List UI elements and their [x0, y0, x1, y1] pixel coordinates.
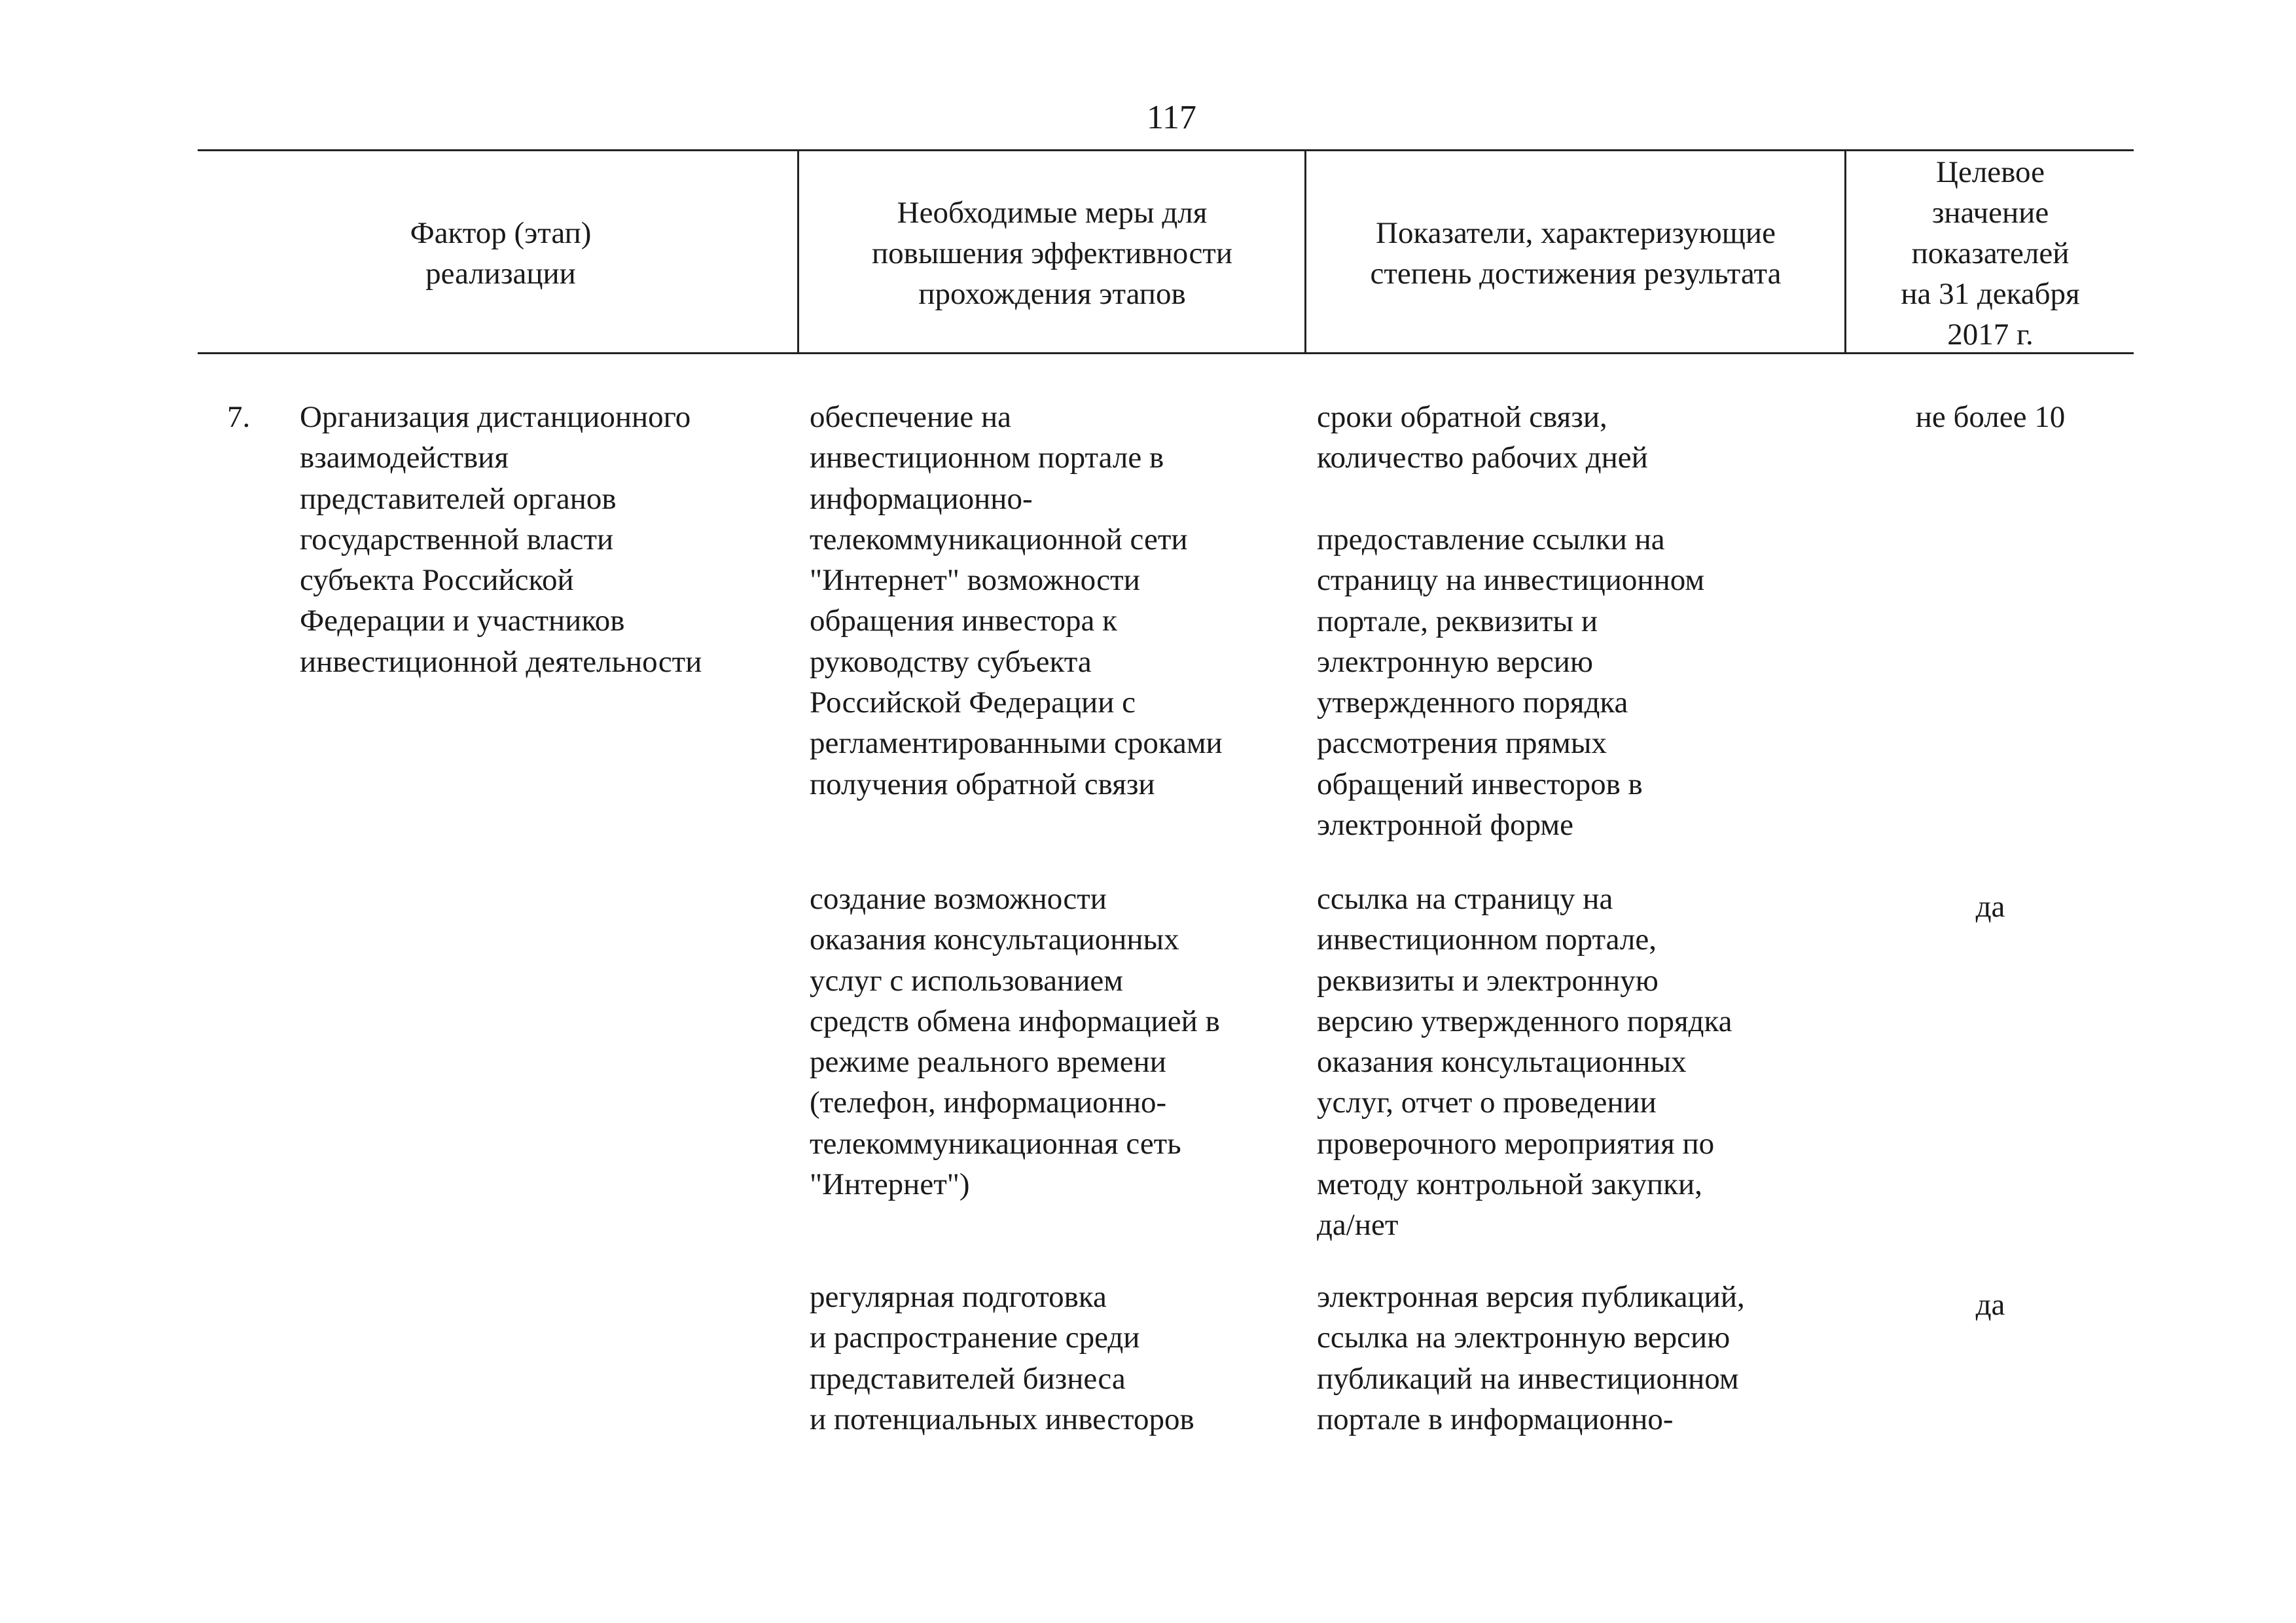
indicator-2: ссылка на страницу на инвестиционном портале, реквизиты и электронную версию утвержденного порядка оказания консультационных услуг, отчет о проведении проверочного мероприятия по методу контрольной закупки, да/нет: [1317, 882, 1732, 1243]
header-divider-3: [1844, 149, 1846, 354]
target-1: не более 10: [1915, 400, 2066, 434]
header-factor: Фактор (этап) реализации: [410, 216, 592, 291]
row-factor: Организация дистанционного взаимодействия представителей органов государственной власти субъекта Российской Федерации и участников инвестиционной деятельности: [300, 400, 702, 679]
header-divider-1: [797, 149, 799, 354]
page-number: 117: [1146, 99, 1197, 136]
measure-2: создание возможности оказания консультационных услуг с использованием средств обмена информацией в режиме реального времени (телефон, информационно- телекоммуникационная сеть "Интернет"): [810, 882, 1220, 1202]
header-measures: Необходимые меры для повышения эффективности прохождения этапов: [871, 196, 1232, 311]
target-2: да: [1975, 890, 2005, 924]
header-target: Целевое значение показателей на 31 декабря 2017 г.: [1901, 155, 2080, 352]
indicator-3: электронная версия публикаций, ссылка на электронную версию публикаций на инвестиционном портале в информационно-: [1317, 1280, 1745, 1436]
header-indicators: Показатели, характеризующие степень достижения результата: [1370, 216, 1782, 291]
table-header-bottom-rule: [198, 352, 2134, 354]
target-3: да: [1975, 1288, 2005, 1322]
indicator-1a: сроки обратной связи, количество рабочих дней: [1317, 400, 1648, 475]
measure-3: регулярная подготовка и распространение среди представителей бизнеса и потенциальных инвесторов: [810, 1280, 1194, 1436]
indicator-1b: предоставление ссылки на страницу на инвестиционном портале, реквизиты и электронную версию утвержденного порядка рассмотрения прямых обращений инвесторов в электронной форме: [1317, 522, 1705, 843]
row-number: 7.: [227, 400, 251, 434]
header-divider-2: [1304, 149, 1306, 354]
measure-1: обеспечение на инвестиционном портале в информационно- телекоммуникационной сети "Интернет" возможности обращения инвестора к руководству субъекта Российской Федерации с регламентированными сроками получения обратной связи: [810, 400, 1223, 801]
table-top-rule: [198, 149, 2134, 151]
